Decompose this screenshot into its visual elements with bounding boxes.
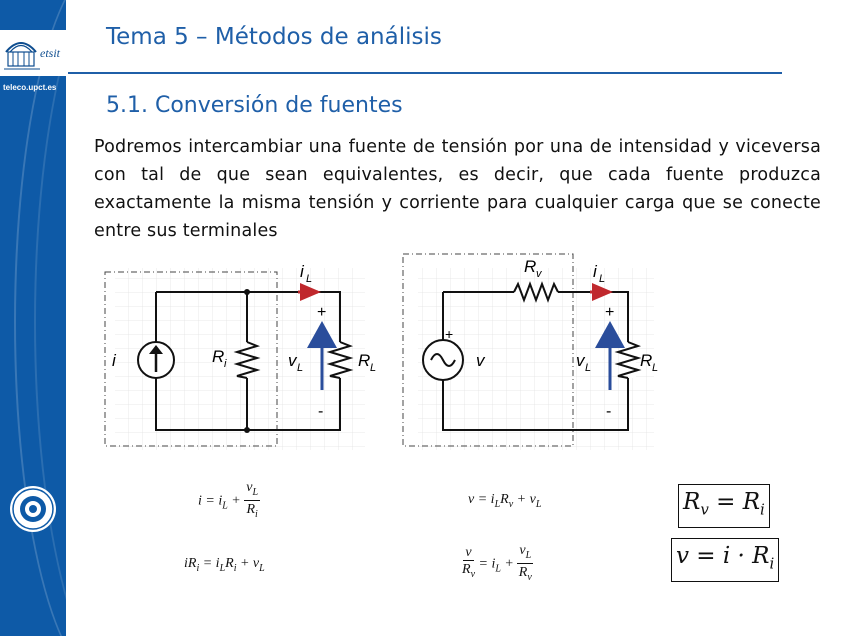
vl-sub: L [585, 362, 592, 374]
vl-label: v [576, 351, 585, 370]
minus-sign: - [318, 403, 324, 420]
building-icon [2, 32, 40, 72]
slide-title: Tema 5 – Métodos de análisis [106, 24, 442, 50]
university-seal-icon [8, 484, 58, 534]
rl-sub: L [370, 362, 377, 374]
rv-label: R [524, 257, 537, 276]
il-label: i [593, 262, 597, 281]
il-sub: L [599, 273, 606, 285]
il-label: i [300, 262, 304, 281]
minus-sign: - [606, 403, 612, 420]
rl-sub: L [652, 362, 659, 374]
voltage-source-circuit [403, 254, 658, 450]
equation-current-sum: $i = i_L$ + $\frac{v_L}{R_i}$ [198, 480, 259, 520]
etsit-logo [0, 30, 66, 76]
site-url: teleco.upct.es [3, 83, 57, 92]
rl-label: R [358, 351, 371, 370]
il-sub: L [306, 273, 313, 285]
sidebar [0, 0, 66, 636]
rv-sub: v [536, 268, 542, 280]
source-plus: + [445, 326, 454, 342]
rl-label: R [640, 351, 653, 370]
plus-sign: + [605, 304, 615, 321]
ri-label: R [212, 347, 225, 366]
equation-voltage-ratio: $\frac{v}{R_v}$ = $i_L$ + $\frac{v_L}{R_v}$ [462, 543, 532, 583]
boxed-equation-voltage: $v = i \cdot R_i$ [671, 538, 779, 582]
source-label: i [112, 351, 116, 370]
circuit-diagrams [100, 250, 660, 455]
vl-sub: L [297, 362, 304, 374]
section-heading: 5.1. Conversión de fuentes [106, 93, 403, 118]
equation-voltage-ri: $iR_i = i_LR_i + v_L$ [184, 556, 265, 574]
equation-voltage-sum: $v = i_LR_v + v_L$ [468, 492, 542, 510]
logo-text: etsit [40, 46, 60, 60]
boxed-equation-resistance: $R_v = R_i$ [678, 484, 770, 528]
current-source-circuit [105, 262, 376, 450]
plus-sign: + [317, 304, 327, 321]
vl-label: v [288, 351, 297, 370]
body-paragraph: Podremos intercambiar una fuente de tensión por una de intensidad y viceversa con tal de que sean equivalentes, es decir, que cada fuente produzca exactamente la misma tensión y corriente para cualquier carga que se conecte entre sus terminales [94, 137, 821, 241]
title-divider [68, 72, 782, 74]
source-label: v [476, 351, 485, 370]
ri-sub: i [224, 358, 227, 370]
